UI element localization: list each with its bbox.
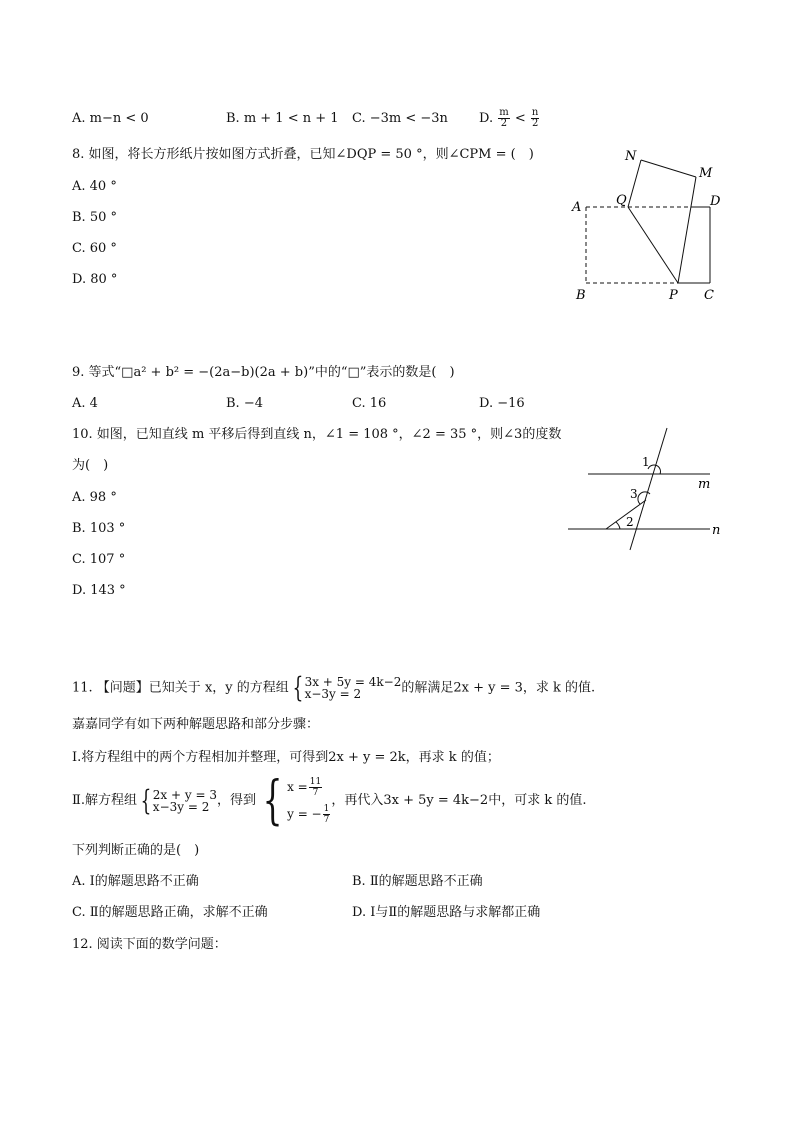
q7-option-d-frac2: $\frac{n}{2}$ (531, 107, 539, 129)
q10-stem-line2: 为( ) (72, 458, 109, 473)
q8-label-q: Q (616, 193, 627, 208)
q7-option-d-lt: < (514, 111, 526, 126)
q7-option-d (479, 106, 540, 132)
q12-stem: 12. 阅读下面的数学问题： (72, 937, 227, 952)
q11-stem-prefix: 11. 【问题】已知关于 x，y 的方程组 (72, 680, 289, 696)
q8-label-b: B (576, 288, 586, 303)
q11-solution-brace: { (262, 771, 283, 831)
q8-line-nm (641, 160, 696, 177)
q8-option-b: B. 50 ° (72, 210, 117, 225)
q11-option-c: C. Ⅱ的解题思路正确，求解不正确 (72, 905, 268, 920)
q11-stem (72, 671, 596, 704)
q10-option-a: A. 98 ° (72, 490, 117, 505)
q11-method2-system: 2x + y = 3 x−3y = 2 (152, 788, 217, 814)
q9-option-d: D. −16 (479, 396, 525, 411)
q8-label-m: M (699, 166, 713, 181)
q8-folding-figure (568, 144, 728, 309)
q11-method1: Ⅰ.将方程组中的两个方程相加并整理，可得到2x + y = 2k，再求 k 的值； (72, 750, 500, 765)
q10-stem-line1: 10. 如图，已知直线 m 平移后得到直线 n，∠1 = 108 °，∠2 = 35 °，则∠3的度数 (72, 427, 562, 442)
q8-option-d: D. 80 ° (72, 272, 118, 287)
q10-angle3-arc (638, 492, 650, 504)
q7-option-d-label: D. (479, 111, 494, 126)
q10-label-n: n (712, 523, 721, 538)
q10-label-angle3: 3 (630, 487, 638, 501)
q8-label-c: C (704, 288, 714, 303)
q11-brace: { (292, 671, 304, 704)
q11-method2 (72, 772, 586, 830)
q10-option-b: B. 103 ° (72, 521, 126, 536)
q10-label-angle1: 1 (642, 455, 650, 469)
q11-method2-suffix: ，再代入3x + 5y = 4k−2中，可求 k 的值. (331, 793, 587, 808)
q8-stem: 8. 如图，将长方形纸片按如图方式折叠，已知∠DQP = 50 °，则∠CPM = ( ) (72, 147, 534, 162)
q11-option-b: B. Ⅱ的解题思路不正确 (352, 874, 483, 889)
q11-option-a: A. Ⅰ的解题思路不正确 (72, 874, 199, 889)
q11-solution: x = $\frac{11}{7}$ y = − $\frac{1}{7}$ (287, 777, 330, 825)
q11-method2-mid: ，得到 (216, 793, 256, 808)
q7-option-b: B. m + 1 < n + 1 (226, 111, 339, 126)
q8-label-a: A (572, 200, 582, 215)
q8-line-qn (628, 160, 641, 207)
q8-line-qp (628, 207, 678, 283)
q9-option-b: B. −4 (226, 396, 263, 411)
q8-line-mp (678, 177, 696, 283)
q8-label-p: P (669, 288, 678, 303)
q11-question: 下列判断正确的是( ) (72, 843, 200, 858)
q11-stem-suffix: 的解满足2x + y = 3，求 k 的值. (401, 680, 596, 696)
q10-label-angle2: 2 (626, 515, 634, 529)
q10-option-c: C. 107 ° (72, 552, 126, 567)
q11-option-d: D. Ⅰ与Ⅱ的解题思路与求解都正确 (352, 905, 541, 920)
q7-option-a: A. m−n < 0 (72, 111, 149, 126)
q9-option-c: C. 16 (352, 396, 387, 411)
q9-stem: 9. 等式“□a² + b² = −(2a−b)(2a + b)”中的“□”表示的数是( ) (72, 365, 455, 380)
q10-angle2-arc (616, 522, 620, 529)
q10-option-d: D. 143 ° (72, 583, 126, 598)
q8-label-n: N (625, 149, 637, 164)
q8-label-d: D (710, 194, 721, 209)
q11-system: 3x + 5y = 4k−2 x−3y = 2 (304, 675, 402, 701)
q10-label-m: m (698, 477, 711, 492)
q7-option-d-frac1: $\frac{m}{2}$ (499, 107, 509, 129)
q9-option-a: A. 4 (72, 396, 98, 411)
q11-method2-brace: { (140, 784, 152, 817)
q7-option-c: C. −3m < −3n (352, 111, 448, 126)
q11-line2: 嘉嘉同学有如下两种解题思路和部分步骤： (72, 717, 320, 732)
q8-option-a: A. 40 ° (72, 179, 117, 194)
q10-parallel-lines-figure (566, 424, 726, 554)
q8-option-c: C. 60 ° (72, 241, 117, 256)
q11-method2-prefix: Ⅱ.解方程组 (72, 793, 137, 808)
